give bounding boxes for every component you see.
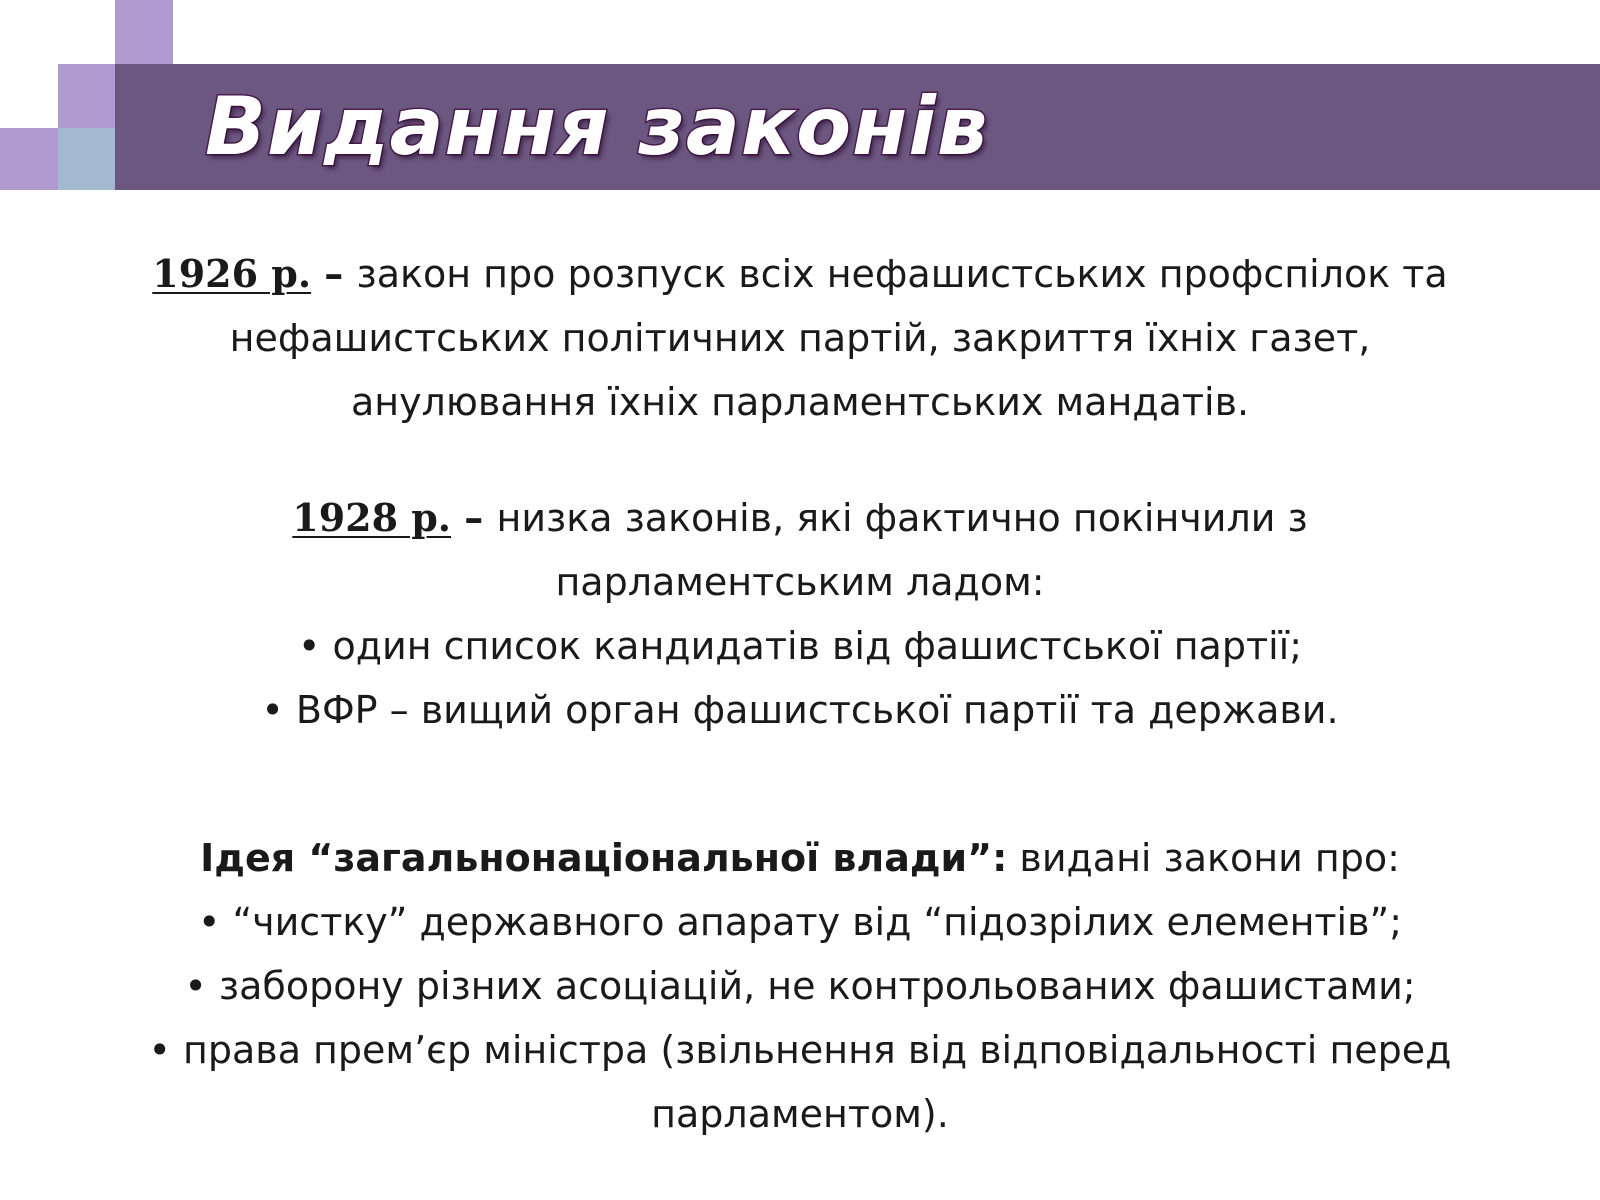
bullet-item: • ВФР – вищий орган фашистської партії та держави. (261, 688, 1339, 732)
law-1926-text: закон про розпуск всіх нефашистських профспілок та (356, 252, 1448, 296)
heading-bold: Ідея “загальнонаціональної влади”: (200, 836, 1008, 880)
bullet-item-continuation: парламентом). (651, 1092, 949, 1136)
bullet-item: • заборону різних асоціацій, не контрольованих фашистами; (184, 964, 1416, 1008)
national-power-heading (40, 826, 1560, 890)
law-1928-text: низка законів, які фактично покінчили з (496, 496, 1308, 540)
law-1928-line-2: парламентським ладом: (555, 560, 1045, 604)
decor-square (0, 128, 58, 190)
law-1926-block (40, 242, 1560, 434)
law-1928-block (40, 486, 1560, 742)
bullet-item: • права прем’єр міністра (звільнення від відповідальності перед (148, 1028, 1452, 1072)
dash: – (451, 496, 497, 540)
heading-rest: видані закони про: (1007, 836, 1400, 880)
bullet-item: • “чистку” державного апарату від “підозрілих елементів”; (197, 900, 1403, 944)
dash: – (311, 252, 357, 296)
law-1926-line-3: анулювання їхніх парламентських мандатів. (350, 380, 1250, 424)
law-1926-line-2: нефашистських політичних партій, закриття їхніх газет, (229, 316, 1371, 360)
decor-square (58, 128, 115, 190)
year-1928: 1928 р. (292, 495, 452, 540)
law-1926-line-1 (40, 242, 1560, 306)
law-1928-line-1 (40, 486, 1560, 550)
year-1926: 1926 р. (152, 251, 312, 296)
bullet-item: • один список кандидатів від фашистської партії; (297, 624, 1303, 668)
slide-title: Видання законів (205, 80, 989, 173)
decor-square (58, 64, 115, 128)
decor-square (115, 0, 173, 64)
national-power-block (40, 826, 1560, 1146)
